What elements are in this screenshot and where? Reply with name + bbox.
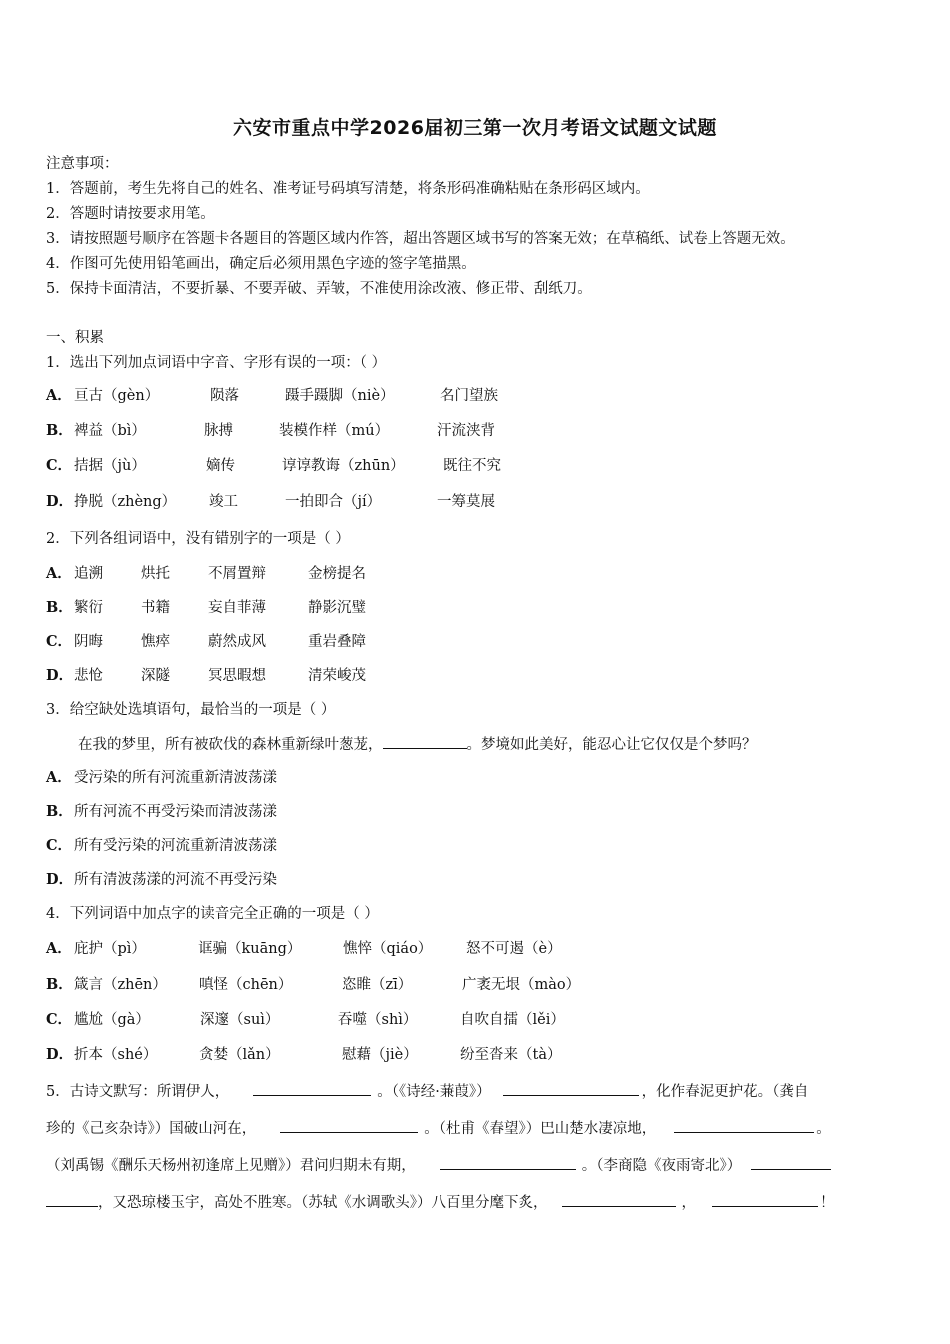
option-label: B． [46,803,73,820]
q3-option-b [46,800,277,821]
option-text: 所有清波荡漾的河流不再受污染 [74,872,277,888]
verse-text: 。 [816,1121,831,1137]
answer-blank [46,1192,98,1207]
option-cell: 裨益（bì） [74,423,146,439]
q4-option-a [46,937,562,958]
option-cell: 慰藉（jiè） [342,1047,418,1063]
option-cell: 怒不可遏（è） [466,941,562,957]
q3-option-d [46,868,277,889]
question-5-line [46,1191,835,1212]
option-cell: 一筹莫展 [437,494,495,510]
option-cell: 汗流浃背 [437,423,495,439]
option-cell: 装模作样（mú） [279,423,390,439]
question-3-passage [78,733,757,754]
option-cell: 广袤无垠（mào） [462,977,581,993]
option-cell: 谆谆教诲（zhūn） [282,458,405,474]
question-4-stem: 4．下列词语中加点字的读音完全正确的一项是（ ） [46,906,379,922]
option-cell: 金榜提名 [308,566,366,582]
option-label: D． [46,1046,74,1063]
notice-item: 3．请按照题号顺序在答题卡各题目的答题区域内作答，超出答题区域书写的答案无效；在草稿纸、试卷上答题无效。 [46,231,795,247]
answer-blank [712,1192,818,1207]
option-cell: 重岩叠障 [308,634,366,650]
option-cell: 贪婪（lǎn） [199,1047,280,1063]
option-cell: 脉搏 [204,423,233,439]
option-cell: 静影沉璧 [308,600,366,616]
option-cell: 吞噬（shì） [338,1012,418,1028]
option-label: B． [46,976,73,993]
option-cell: 烘托 [141,566,170,582]
question-1-stem: 1．选出下列加点词语中字音、字形有误的一项：（ ） [46,355,387,371]
verse-text: 。（李商隐《夜雨寄北》） [581,1158,742,1174]
q2-option-c [46,630,366,651]
option-cell: 陨落 [210,388,239,404]
answer-blank [751,1155,831,1170]
option-label: D． [46,493,74,510]
q4-option-d [46,1043,562,1064]
option-cell: 嫡传 [206,458,235,474]
verse-text: ，又恐琼楼玉宇，高处不胜寒。（苏轼《水调歌头》）八百里分麾下炙， [98,1195,548,1211]
q4-option-c [46,1008,565,1029]
q1-option-c [46,454,501,475]
option-cell: 憔瘁 [141,634,170,650]
verse-text: ， [681,1195,696,1211]
option-cell: 不屑置辩 [208,566,266,582]
question-3-stem: 3．给空缺处选填语句，最恰当的一项是（ ） [46,702,336,718]
passage-text: 。梦境如此美好，能忍心让它仅仅是个梦吗？ [466,737,757,753]
verse-text: 5．古诗文默写：所谓伊人， [46,1084,230,1100]
verse-text: ！ [820,1195,835,1211]
option-cell: 蔚然成风 [208,634,266,650]
option-cell: 诓骗（kuāng） [198,941,302,957]
passage-text: 在我的梦里，所有被砍伐的森林重新绿叶葱茏， [78,737,383,753]
option-cell: 既往不究 [443,458,501,474]
verse-text: 。（杜甫《春望》）巴山楚水凄凉地， [424,1121,657,1137]
option-cell: 蹑手蹑脚（niè） [285,388,395,404]
option-label: A． [46,387,72,404]
option-cell: 悲怆 [74,668,103,684]
answer-blank [674,1118,814,1133]
option-label: A． [46,940,72,957]
option-cell: 憔悴（qiáo） [343,941,433,957]
q2-option-b [46,596,366,617]
option-cell: 亘古（gèn） [74,388,160,404]
q3-option-c [46,834,277,855]
option-label: A． [46,769,72,786]
option-cell: 挣脱（zhèng） [74,494,177,510]
q2-option-a [46,562,366,583]
notice-item: 4．作图可先使用铅笔画出，确定后必须用黑色字迹的签字笔描黑。 [46,256,476,272]
answer-blank [562,1192,676,1207]
option-label: A． [46,565,72,582]
answer-blank [253,1081,371,1096]
question-5-line [46,1117,831,1138]
notice-item: 2．答题时请按要求用笔。 [46,206,215,222]
option-label: B． [46,599,73,616]
option-cell: 繁衍 [74,600,103,616]
option-cell: 名门望族 [440,388,498,404]
option-label: C． [46,633,73,650]
notice-item: 1．答题前，考生先将自己的姓名、准考证号码填写清楚，将条形码准确粘贴在条形码区域内。 [46,181,650,197]
verse-text: 。（《诗经·蒹葭》） [377,1084,491,1100]
option-cell: 清荣峻茂 [308,668,366,684]
option-cell: 深隧 [141,668,170,684]
option-cell: 书籍 [141,600,170,616]
option-cell: 折本（shé） [74,1047,158,1063]
option-label: B． [46,422,73,439]
page-title: 六安市重点中学2026届初三第一次月考语文试题文试题 [233,117,717,139]
question-2-stem: 2．下列各组词语中，没有错别字的一项是（ ） [46,531,350,547]
option-cell: 恣睢（zī） [342,977,413,993]
option-label: C． [46,457,73,474]
option-cell: 嗔怪（chēn） [199,977,293,993]
question-5-line [46,1154,831,1175]
option-cell: 妄自菲薄 [208,600,266,616]
option-cell: 拮据（jù） [74,458,146,474]
verse-text: （刘禹锡《酬乐天杨州初逢席上见赠》）君问归期未有期， [46,1158,416,1174]
option-cell: 自吹自擂（lěi） [460,1012,565,1028]
option-label: C． [46,837,73,854]
option-text: 受污染的所有河流重新清波荡漾 [74,770,277,786]
option-label: D． [46,871,74,888]
answer-blank [503,1081,639,1096]
option-cell: 竣工 [209,494,238,510]
q4-option-b [46,973,581,994]
option-cell: 庇护（pì） [74,941,146,957]
option-cell: 箴言（zhēn） [74,977,167,993]
option-cell: 尴尬（gà） [74,1012,150,1028]
answer-blank [440,1155,576,1170]
option-cell: 深邃（suì） [200,1012,280,1028]
option-label: C． [46,1011,73,1028]
q3-option-a [46,766,277,787]
option-cell: 冥思暇想 [208,668,266,684]
answer-blank [383,734,467,749]
section-heading: 一、积累 [46,330,104,346]
option-label: D． [46,667,74,684]
notice-item: 5．保持卡面清洁，不要折暴、不要弄破、弄皱，不准使用涂改液、修正带、刮纸刀。 [46,281,592,297]
verse-text: ，化作春泥更护花。（龚自 [641,1084,809,1100]
option-cell: 阴晦 [74,634,103,650]
option-text: 所有受污染的河流重新清波荡漾 [74,838,277,854]
option-cell: 一拍即合（jí） [285,494,382,510]
answer-blank [280,1118,418,1133]
q2-option-d [46,664,366,685]
q1-option-b [46,419,495,440]
verse-text: 珍的《己亥杂诗》）国破山河在， [46,1121,257,1137]
option-cell: 纷至沓来（tà） [460,1047,562,1063]
option-cell: 追溯 [74,566,103,582]
notice-heading: 注意事项： [46,156,119,172]
question-5-line [46,1080,808,1101]
q1-option-a [46,384,498,405]
option-text: 所有河流不再受污染而清波荡漾 [74,804,277,820]
q1-option-d [46,490,495,511]
